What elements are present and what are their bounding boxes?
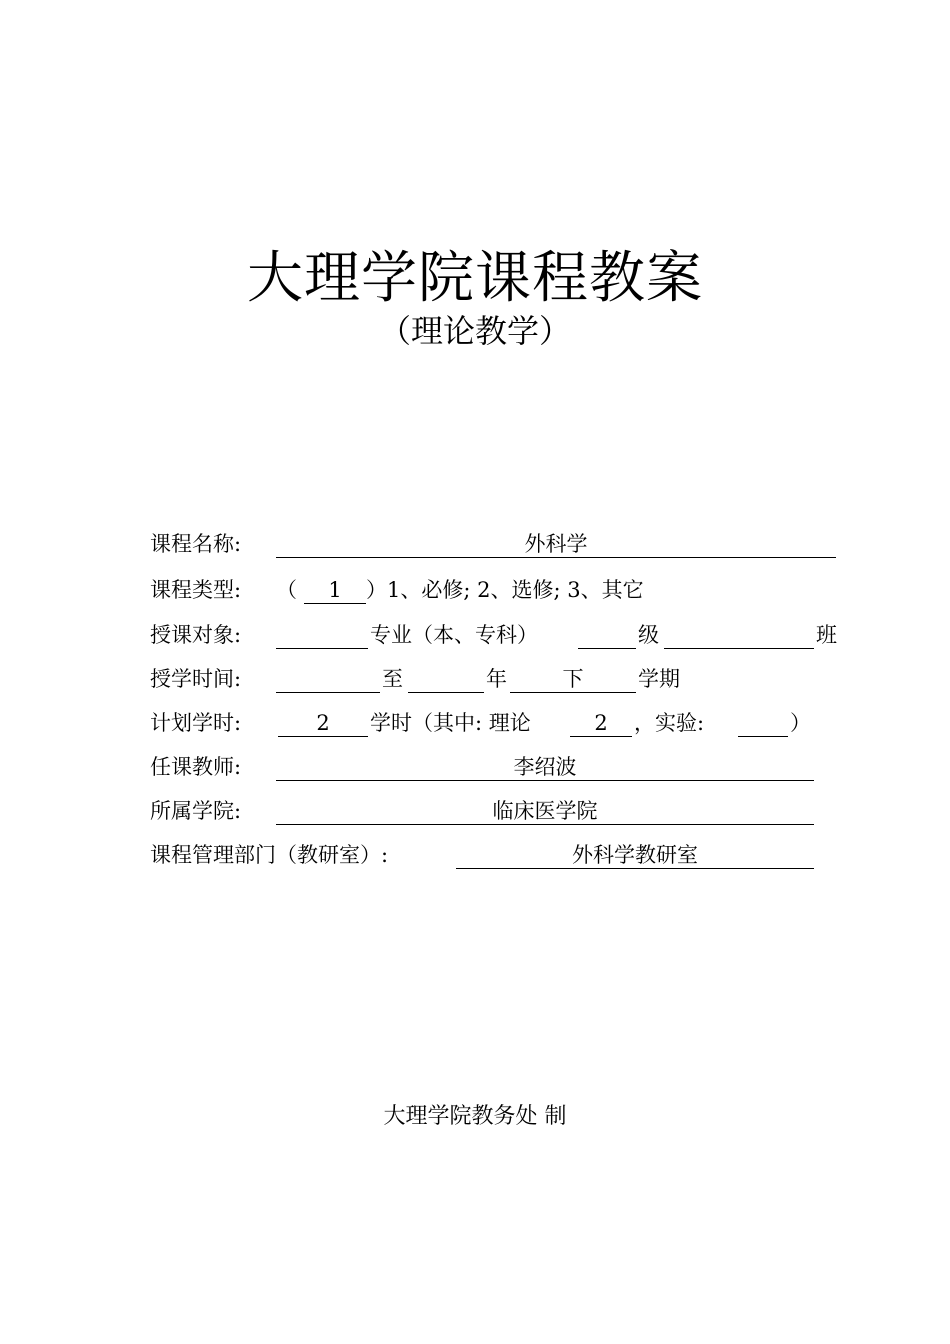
college-row — [150, 795, 870, 827]
term-label: 授学时间: — [150, 667, 242, 691]
audience-major-suffix: 专业（本、专科） — [370, 623, 538, 647]
audience-class-suffix: 班 — [816, 623, 837, 647]
term-from-field[interactable] — [276, 663, 380, 693]
term-semester-text: 学期 — [638, 667, 680, 691]
hours-label: 计划学时: — [150, 711, 242, 735]
teacher-field[interactable]: 李绍波 — [276, 751, 814, 781]
college-label: 所属学院: — [150, 799, 242, 823]
term-row — [150, 663, 870, 695]
hours-row — [150, 707, 870, 739]
course-type-options: ）1、必修; 2、选修; 3、其它 — [366, 578, 644, 602]
teacher-row — [150, 751, 870, 783]
audience-major-field[interactable] — [276, 619, 368, 649]
college-field[interactable]: 临床医学院 — [276, 795, 814, 825]
audience-row — [150, 619, 870, 651]
audience-label: 授课对象: — [150, 623, 242, 647]
hours-mid-text: 学时（其中: 理论 — [370, 711, 531, 735]
term-year-text: 年 — [486, 667, 507, 691]
hours-total-field[interactable]: 2 — [278, 707, 368, 737]
issuer-footer: 大理学院教务处 制 — [383, 1104, 567, 1129]
teacher-label: 任课教师: — [150, 755, 242, 779]
course-type-label: 课程类型: — [150, 578, 242, 602]
audience-class-field[interactable] — [664, 619, 814, 649]
department-field[interactable]: 外科学教研室 — [456, 839, 814, 869]
term-semester-field[interactable]: 下 — [510, 663, 636, 693]
audience-grade-suffix: 级 — [638, 623, 659, 647]
hours-close-paren: ） — [790, 711, 811, 735]
term-to-text: 至 — [382, 667, 403, 691]
course-name-row — [150, 528, 870, 560]
course-name-field[interactable]: 外科学 — [276, 528, 836, 558]
department-label: 课程管理部门（教研室）: — [150, 843, 389, 867]
course-type-row — [150, 574, 870, 606]
course-name-label: 课程名称: — [150, 532, 242, 556]
hours-theory-field[interactable]: 2 — [570, 707, 632, 737]
hours-lab-text: ，实验: — [634, 711, 705, 735]
audience-grade-field[interactable] — [578, 619, 636, 649]
course-type-open-paren: （ — [276, 578, 297, 602]
department-row — [150, 839, 870, 871]
term-year-field[interactable] — [408, 663, 484, 693]
document-subtitle: （理论教学） — [378, 312, 571, 350]
document-title: 大理学院课程教案 — [247, 246, 703, 311]
course-type-field[interactable]: 1 — [304, 574, 366, 604]
hours-lab-field[interactable] — [738, 707, 788, 737]
